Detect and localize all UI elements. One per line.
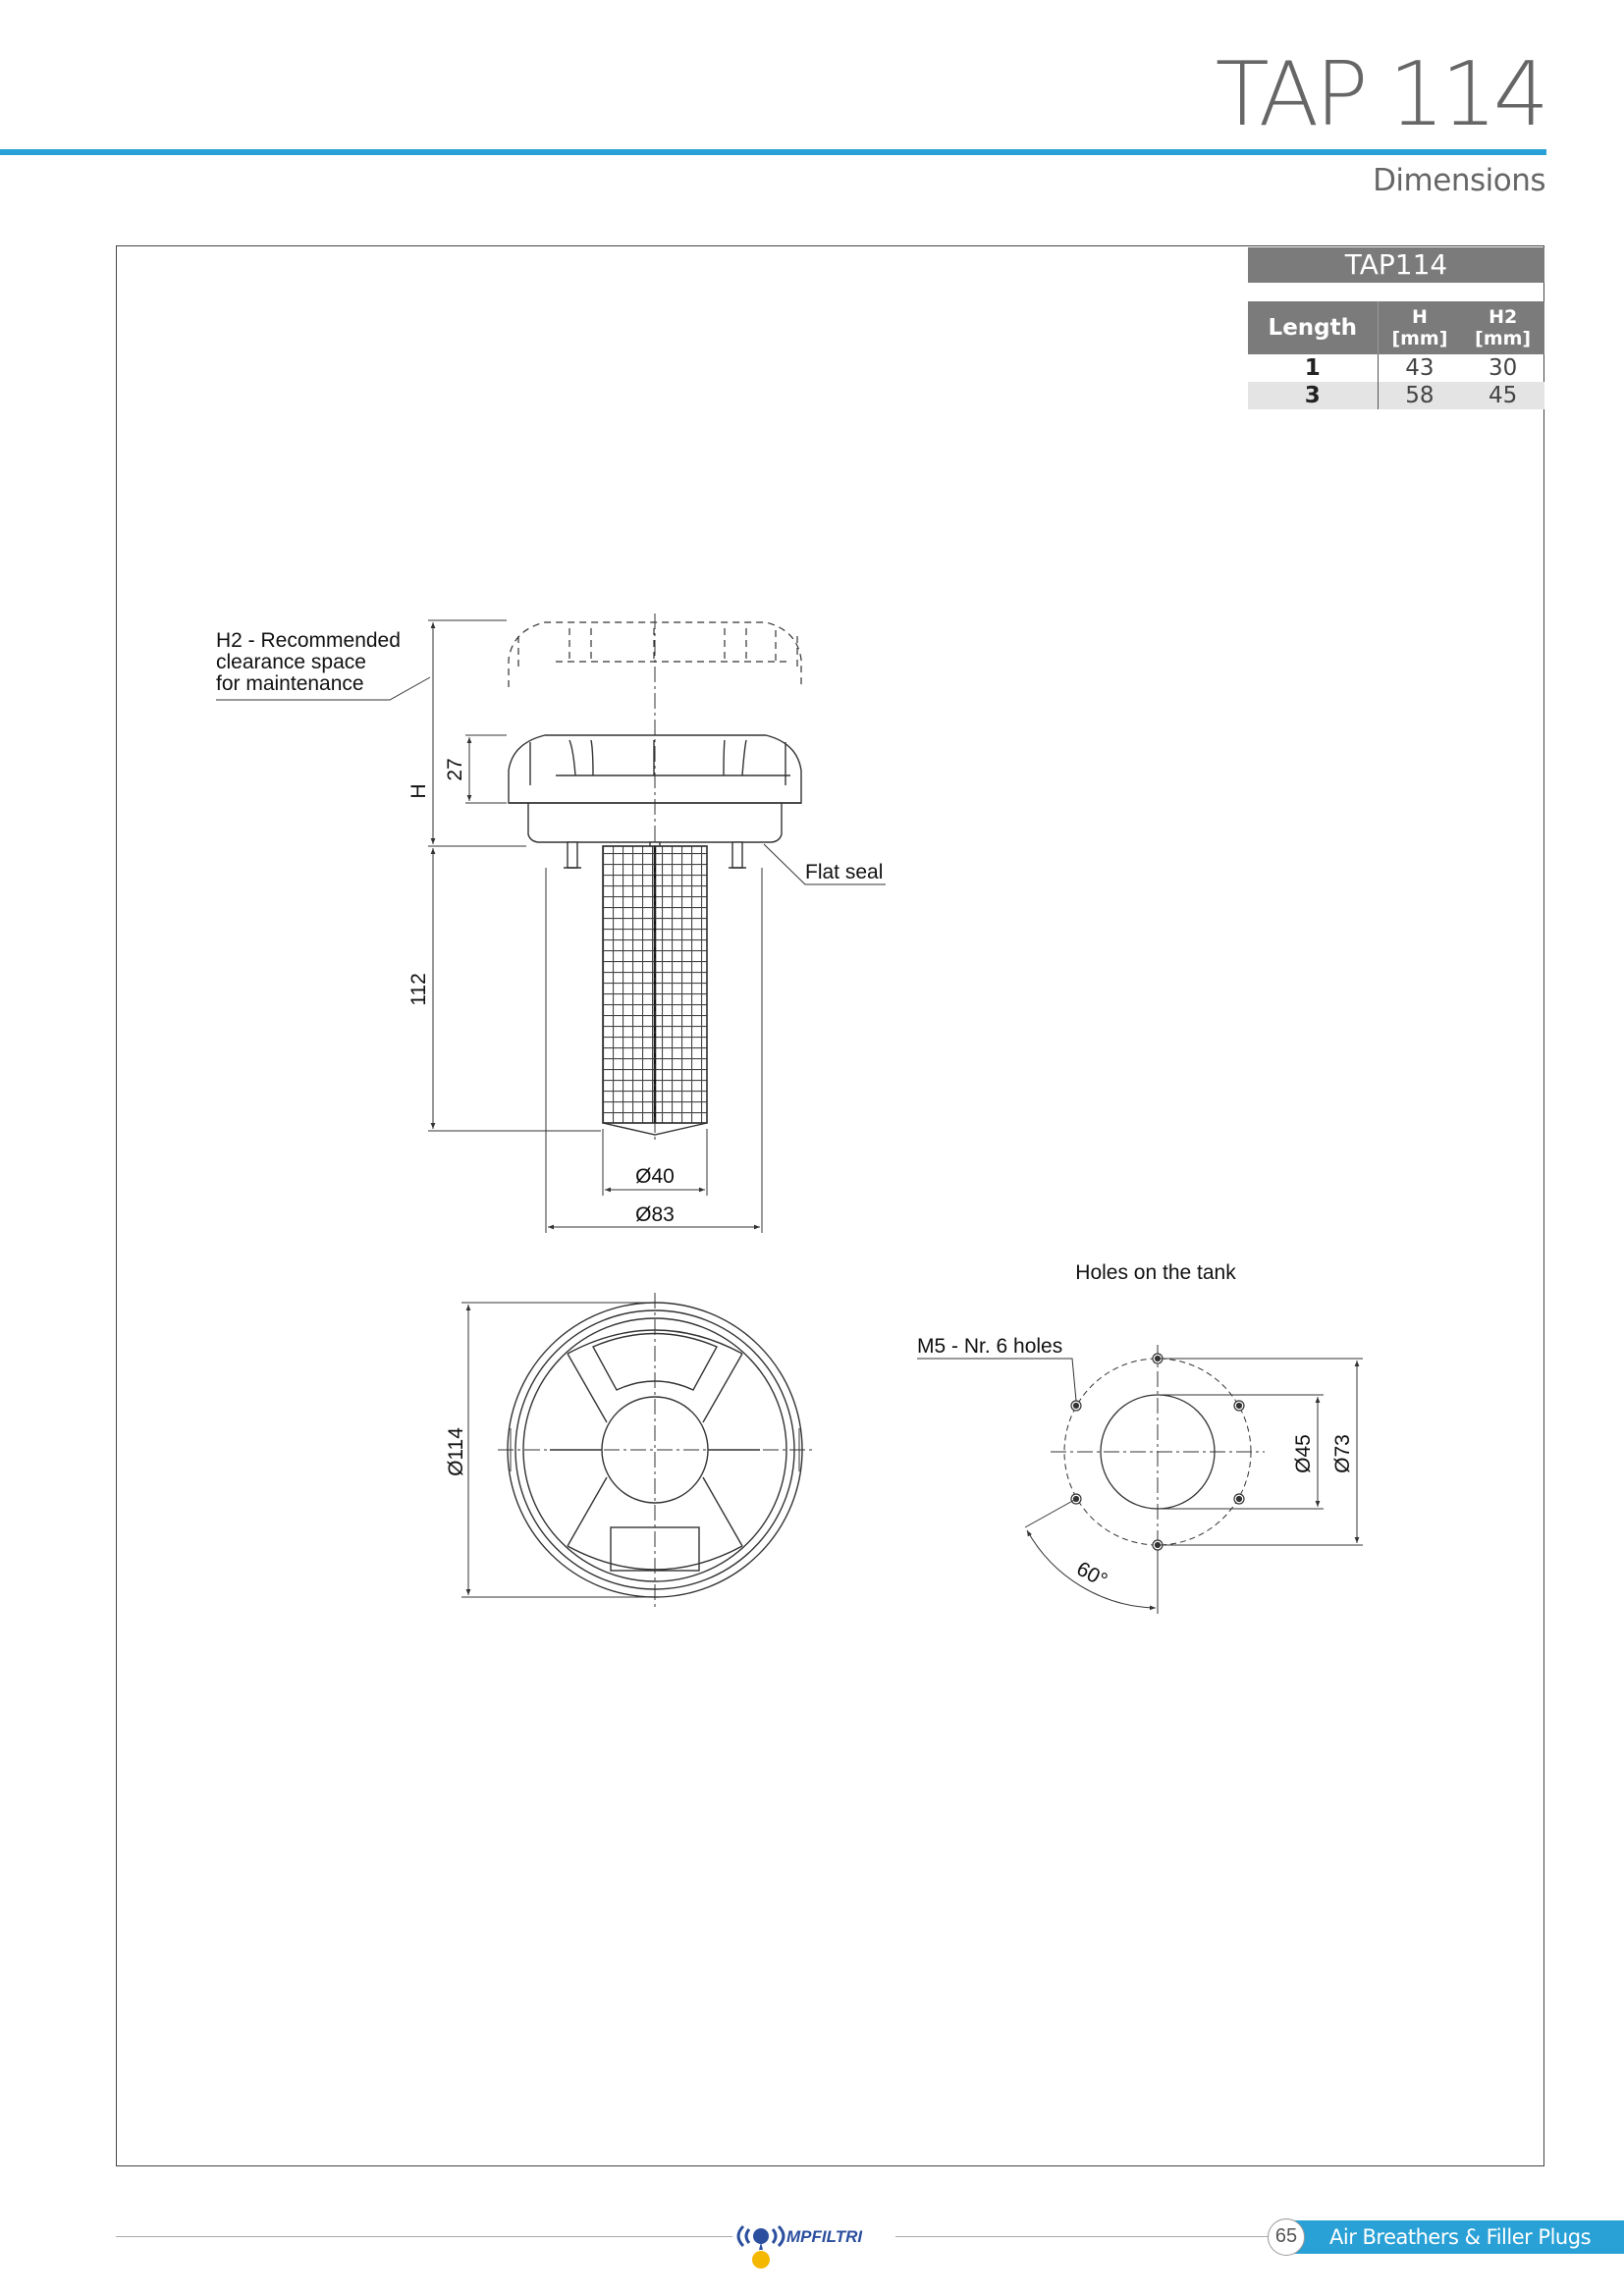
tank-holes-view bbox=[1051, 1345, 1265, 1559]
page-number: 65 bbox=[1268, 2218, 1305, 2256]
side-dimensions bbox=[216, 620, 886, 1233]
col-h-label: H bbox=[1411, 306, 1428, 328]
h2-note-line1: H2 - Recommended bbox=[216, 629, 401, 652]
flat-seal-label: Flat seal bbox=[805, 861, 884, 883]
holes-title: Holes on the tank bbox=[1075, 1261, 1236, 1284]
dim-label-112: 112 bbox=[407, 973, 430, 1006]
footer-section-title: Air Breathers & Filler Plugs bbox=[1329, 2225, 1592, 2249]
page-subtitle: Dimensions bbox=[1373, 163, 1545, 198]
col-length-header: Length bbox=[1248, 301, 1379, 354]
col-h-unit: [mm] bbox=[1391, 328, 1448, 349]
cell-length: 3 bbox=[1248, 382, 1379, 409]
dia-114-label: Ø114 bbox=[445, 1427, 467, 1476]
holes-leader bbox=[917, 1359, 1076, 1401]
logo-text: MPFILTRI bbox=[786, 2227, 863, 2246]
cell-h2: 30 bbox=[1489, 355, 1518, 381]
top-view bbox=[498, 1293, 812, 1607]
table-title: TAP114 bbox=[1248, 247, 1544, 283]
col-h2-label: H2 bbox=[1489, 306, 1518, 328]
holes-note: M5 - Nr. 6 holes bbox=[917, 1335, 1063, 1358]
cell-h: 58 bbox=[1405, 383, 1435, 408]
dia-45-label: Ø45 bbox=[1292, 1434, 1315, 1473]
mpfiltri-logo bbox=[731, 2220, 898, 2279]
dim-label-h: H bbox=[407, 783, 430, 799]
tank-dimensions bbox=[917, 1359, 1363, 1614]
footer-rule-left bbox=[116, 2236, 732, 2237]
dia-73-label: Ø73 bbox=[1331, 1434, 1354, 1473]
col-h2-unit: [mm] bbox=[1475, 328, 1532, 349]
h2-note-line3: for maintenance bbox=[216, 672, 364, 695]
cell-h2: 45 bbox=[1489, 383, 1518, 408]
page-title: TAP 114 bbox=[1215, 43, 1545, 146]
dim-label-27: 27 bbox=[444, 758, 466, 781]
dia-40-label: Ø40 bbox=[635, 1165, 675, 1188]
cell-length: 1 bbox=[1248, 354, 1379, 382]
dia-83-label: Ø83 bbox=[635, 1203, 675, 1226]
side-view bbox=[509, 614, 801, 1144]
angle-60-label: 60° bbox=[1072, 1557, 1111, 1592]
cell-h: 43 bbox=[1405, 355, 1435, 381]
footer-rule-right bbox=[895, 2236, 1271, 2237]
h2-note-line2: clearance space bbox=[216, 651, 366, 673]
